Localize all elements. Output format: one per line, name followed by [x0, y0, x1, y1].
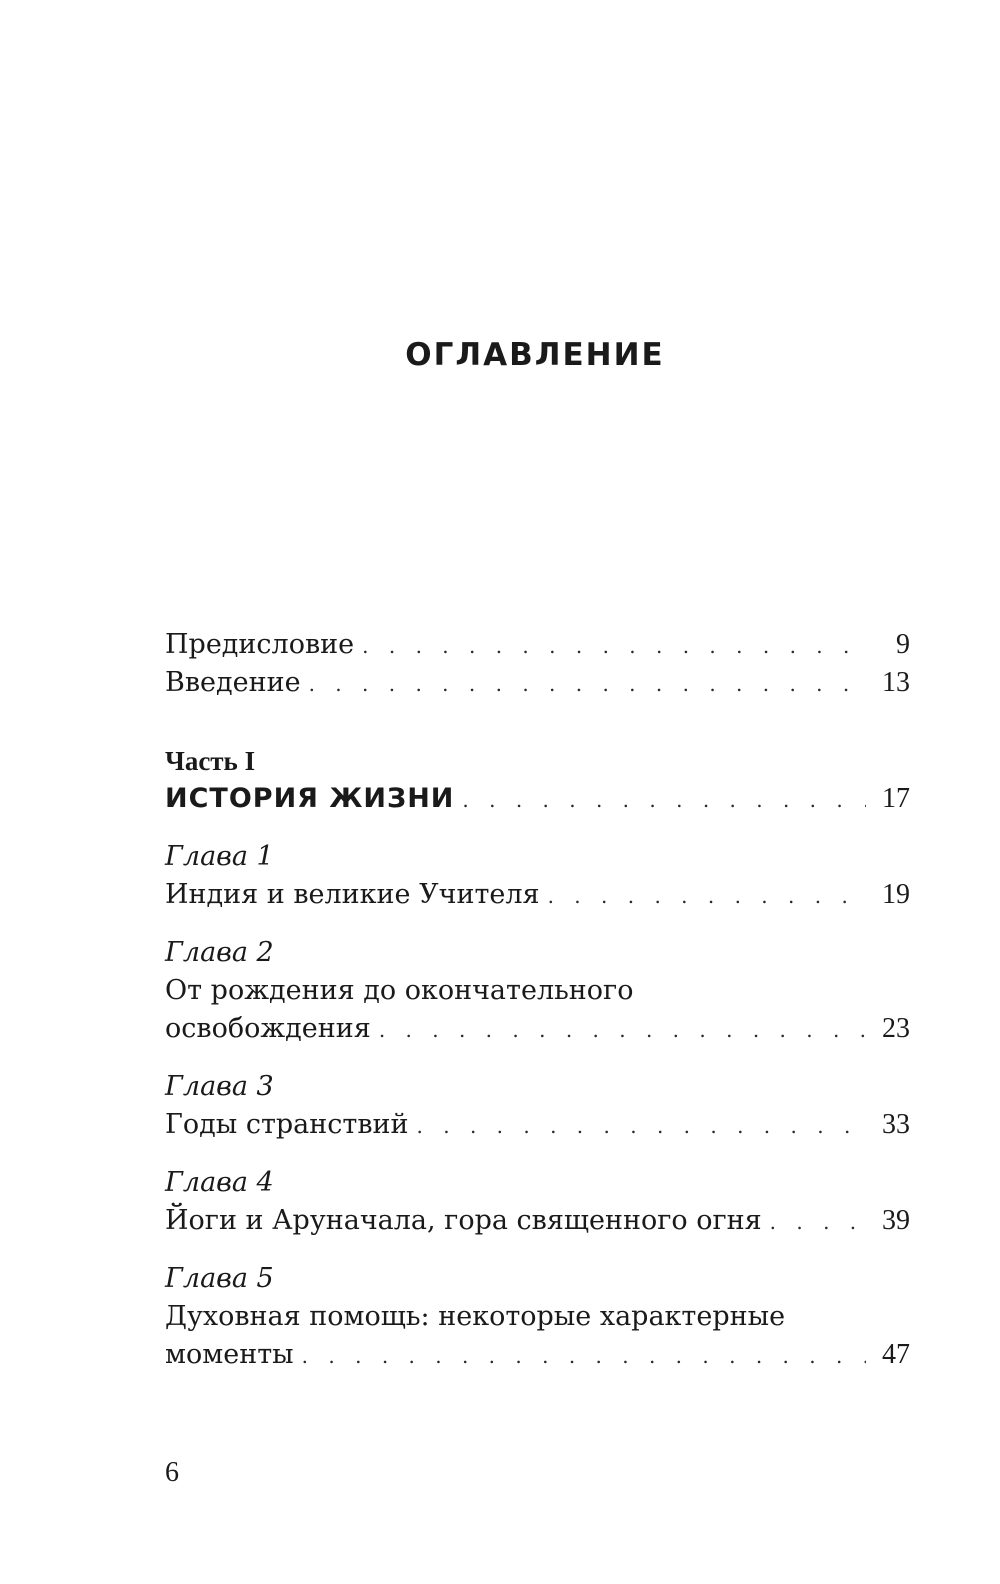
- page-title: ОГЛАВЛЕНИЕ: [405, 337, 665, 373]
- chapter-title: Йоги и Аруначала, гора священного огня: [165, 1205, 762, 1236]
- chapter-label: Глава 3: [165, 1071, 274, 1102]
- toc-entry-page: 23: [882, 1013, 910, 1044]
- leader-dots: [309, 665, 866, 703]
- chapter-label: Глава 4: [165, 1167, 274, 1198]
- toc-entry-chapter-2[interactable]: [165, 1010, 910, 1048]
- toc-entry-page: 39: [882, 1205, 910, 1236]
- chapter-label: Глава 1: [165, 841, 274, 872]
- leader-dots: [417, 1107, 866, 1145]
- toc-entry-label: Введение: [165, 667, 301, 698]
- part-label: Часть I: [165, 746, 256, 776]
- chapter-title: Годы странствий: [165, 1109, 409, 1140]
- page-number: 6: [165, 1457, 179, 1488]
- toc-entry-chapter-5[interactable]: [165, 1336, 910, 1374]
- toc-entry-introduction[interactable]: [165, 664, 910, 702]
- chapter-label: Глава 2: [165, 937, 274, 968]
- toc-entry-page: 17: [882, 783, 910, 814]
- toc-entry-preface[interactable]: [165, 626, 910, 664]
- table-of-contents: [165, 626, 910, 1374]
- chapter-label: Глава 5: [165, 1263, 274, 1294]
- toc-entry-page: 47: [882, 1339, 910, 1370]
- toc-entry-page: 13: [882, 667, 910, 698]
- toc-entry-page: 19: [882, 879, 910, 910]
- toc-entry-label: Предисловие: [165, 629, 355, 660]
- toc-entry-chapter-3[interactable]: [165, 1106, 910, 1144]
- toc-entry-part-title[interactable]: [165, 780, 910, 818]
- leader-dots: [302, 1337, 866, 1375]
- part-title: ИСТОРИЯ ЖИЗНИ: [165, 783, 455, 814]
- leader-dots: [770, 1203, 866, 1241]
- toc-entry-chapter-1[interactable]: [165, 876, 910, 914]
- toc-entry-page: 9: [896, 629, 910, 660]
- chapter-title: освобождения: [165, 1013, 371, 1044]
- toc-entry-page: 33: [882, 1109, 910, 1140]
- chapter-title: Индия и великие Учителя: [165, 879, 540, 910]
- leader-dots: [548, 877, 866, 915]
- chapter-title: моменты: [165, 1339, 294, 1370]
- leader-dots: [362, 627, 866, 665]
- leader-dots: [379, 1011, 866, 1049]
- chapter-title-line: Духовная помощь: некоторые характерные: [165, 1301, 786, 1332]
- toc-entry-chapter-4[interactable]: [165, 1202, 910, 1240]
- leader-dots: [462, 781, 866, 819]
- chapter-title-line: От рождения до окончательного: [165, 975, 634, 1006]
